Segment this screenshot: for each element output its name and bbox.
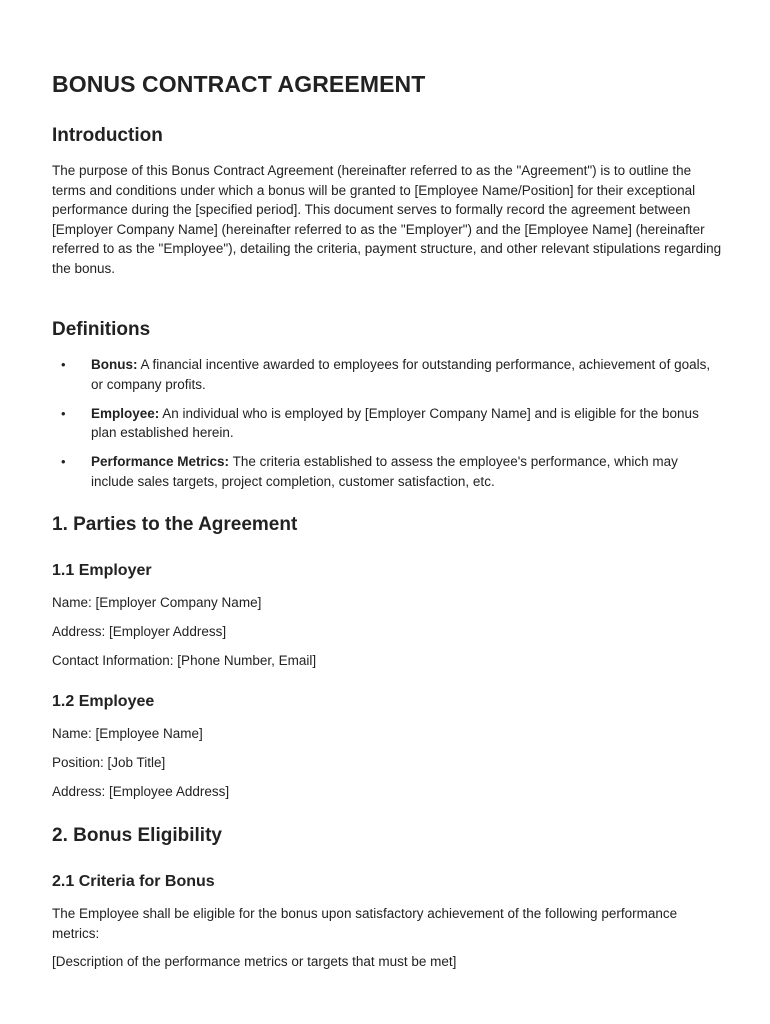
definitions-heading: Definitions bbox=[52, 319, 151, 340]
definition-item-employee bbox=[52, 404, 722, 443]
definition-text: The criteria established to assess the employee's performance, which may include sales targets, project completion, customer satisfaction, etc. bbox=[91, 454, 678, 489]
section1-heading: 1. Parties to the Agreement bbox=[52, 514, 298, 535]
criteria-heading: 2.1 Criteria for Bonus bbox=[52, 873, 215, 890]
employer-contact: Contact Information: [Phone Number, Email] bbox=[52, 653, 317, 668]
definition-term: Employee: bbox=[91, 405, 160, 421]
employee-name: Name: [Employee Name] bbox=[52, 726, 203, 741]
employee-heading: 1.2 Employee bbox=[52, 693, 155, 710]
document-title: BONUS CONTRACT AGREEMENT bbox=[52, 71, 426, 97]
definitions-list bbox=[52, 355, 722, 501]
definition-term: Bonus: bbox=[91, 357, 138, 372]
definition-text: An individual who is employed by [Employer Company Name] and is eligible for the bonus plan established herein. bbox=[91, 405, 699, 440]
definition-item-bonus bbox=[52, 355, 722, 394]
definition-item-performance-metrics bbox=[52, 452, 722, 491]
employer-heading: 1.1 Employer bbox=[52, 562, 152, 579]
section2-heading: 2. Bonus Eligibility bbox=[52, 825, 222, 846]
definition-text: A financial incentive awarded to employees for outstanding performance, achievement of goals, or company profits. bbox=[91, 357, 711, 392]
criteria-placeholder: [Description of the performance metrics or targets that must be met] bbox=[52, 954, 457, 969]
introduction-body: The purpose of this Bonus Contract Agreement (hereinafter referred to as the "Agreement") is to outline the terms and conditions under which a bonus will be granted to [Employee Name/Position] for their exceptional performance during the [specified period]. This document serves to formally record the agreement between [Employer Company Name] (hereinafter referred to as the "Employer") and the [Employee Name] (hereinafter referred to as the "Employee"), detailing the criteria, payment structure, and other relevant stipulations regarding the bonus. bbox=[52, 163, 722, 276]
definition-term: Performance Metrics: bbox=[91, 454, 230, 469]
employer-address: Address: [Employer Address] bbox=[52, 624, 227, 639]
bullet-icon: • bbox=[61, 454, 66, 469]
employer-name: Name: [Employer Company Name] bbox=[52, 595, 262, 610]
employee-position: Position: [Job Title] bbox=[52, 755, 166, 770]
introduction-heading: Introduction bbox=[52, 125, 163, 146]
bullet-icon: • bbox=[61, 405, 66, 421]
bullet-icon: • bbox=[61, 357, 66, 372]
employee-address: Address: [Employee Address] bbox=[52, 784, 230, 799]
criteria-body: The Employee shall be eligible for the bonus upon satisfactory achievement of the following performance metrics: bbox=[52, 906, 678, 941]
